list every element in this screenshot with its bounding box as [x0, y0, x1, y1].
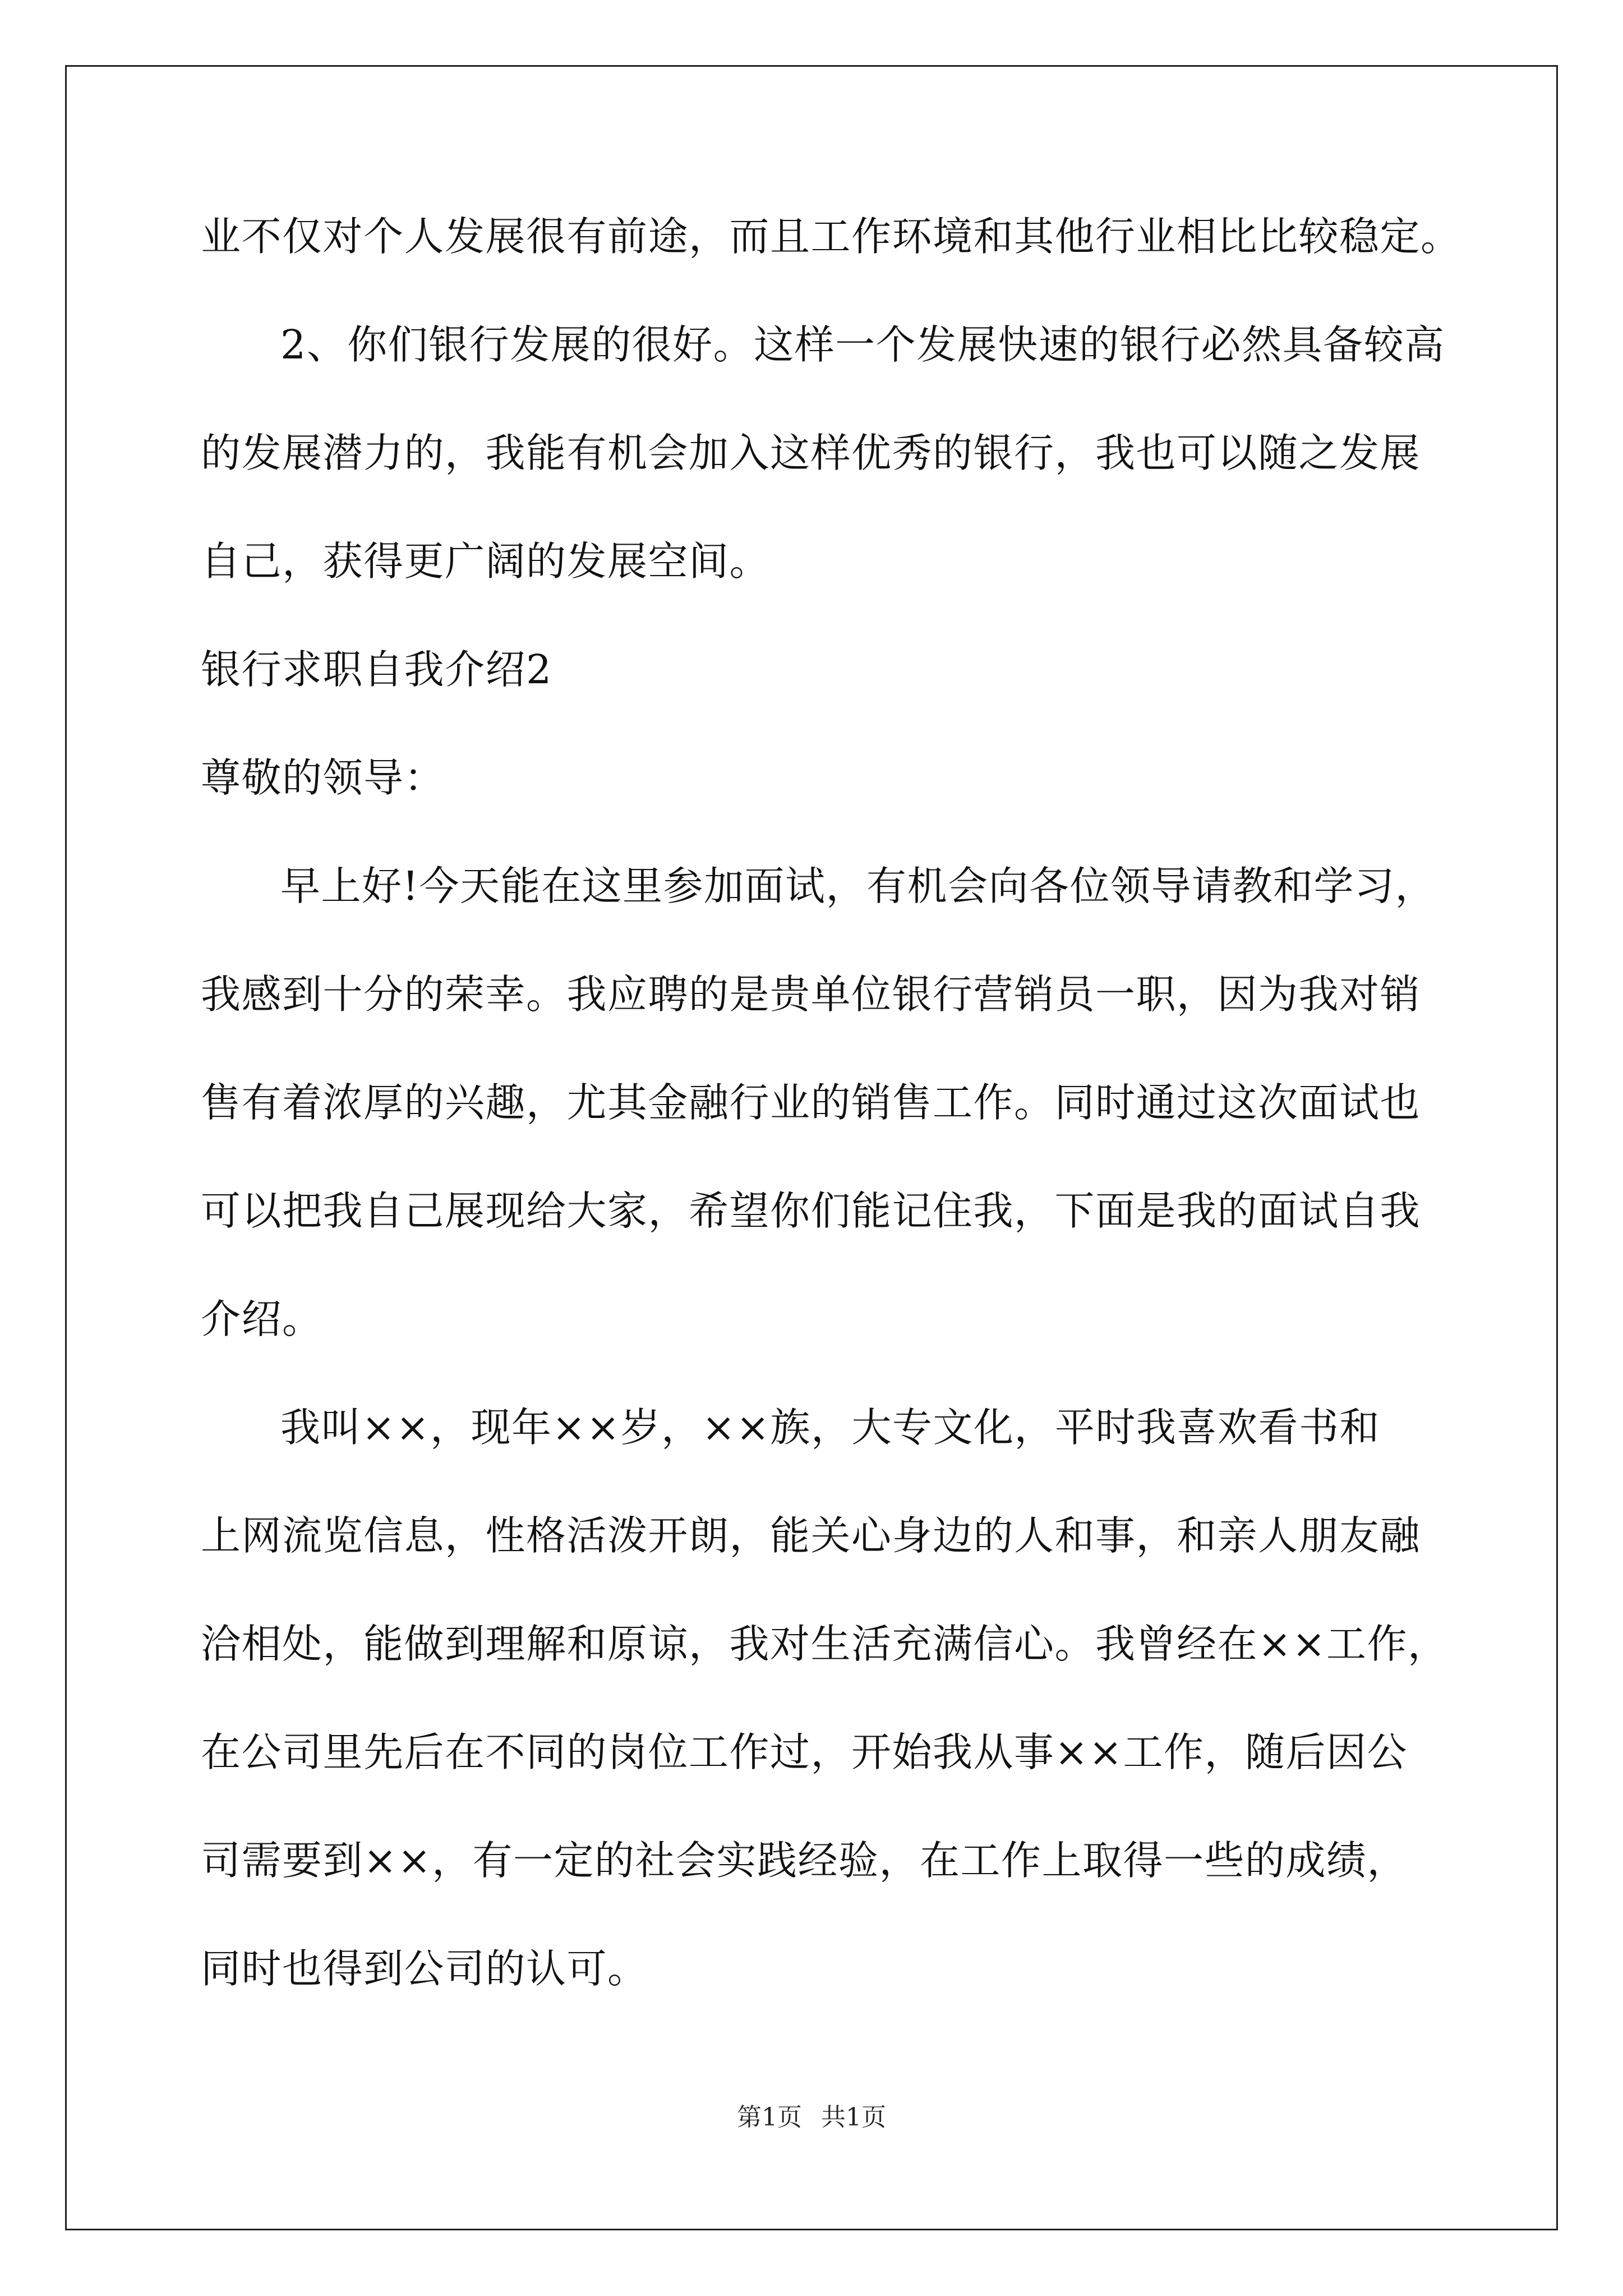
text-line: 售有着浓厚的兴趣，尤其金融行业的销售工作。同时通过这次面试也 [201, 1079, 1421, 1126]
text-line: 在公司里先后在不同的岗位工作过，开始我从事××工作，随后因公 [201, 1729, 1408, 1775]
text-line: 可以把我自己展现给大家，希望你们能记住我，下面是我的面试自我 [201, 1188, 1421, 1234]
page-footer [0, 2101, 1623, 2134]
text-line: 我感到十分的荣幸。我应聘的是贵单位银行营销员一职，因为我对销 [201, 971, 1421, 1018]
page-count: 共1页 [821, 2103, 886, 2132]
text-line: 洽相处，能做到理解和原谅，我对生活充满信心。我曾经在××工作， [201, 1621, 1449, 1667]
text-line: 同时也得到公司的认可。 [201, 1945, 648, 1992]
text-line: 介绍。 [201, 1296, 323, 1342]
text-line: 自己，获得更广阔的发展空间。 [201, 538, 771, 585]
salutation: 尊敬的领导： [201, 754, 445, 801]
page-border [65, 65, 1558, 2230]
text-line: 上网流览信息，性格活泼开朗，能关心身边的人和事，和亲人朋友融 [201, 1512, 1421, 1559]
text-line: 2、你们银行发展的很好。这样一个发展快速的银行必然具备较高 [280, 321, 1445, 368]
text-line: 的发展潜力的，我能有机会加入这样优秀的银行，我也可以随之发展 [201, 430, 1421, 476]
text-line: 我叫××，现年××岁，××族，大专文化，平时我喜欢看书和 [280, 1404, 1380, 1451]
text-line: 司需要到××，有一定的社会实践经验，在工作上取得一些的成绩， [201, 1837, 1408, 1884]
section-heading: 银行求职自我介绍2 [201, 646, 552, 693]
text-line: 早上好!今天能在这里参加面试，有机会向各位领导请教和学习， [280, 863, 1436, 909]
page-number: 第1页 [737, 2103, 802, 2132]
text-line: 业不仅对个人发展很有前途，而且工作环境和其他行业相比比较稳定。 [201, 213, 1461, 260]
